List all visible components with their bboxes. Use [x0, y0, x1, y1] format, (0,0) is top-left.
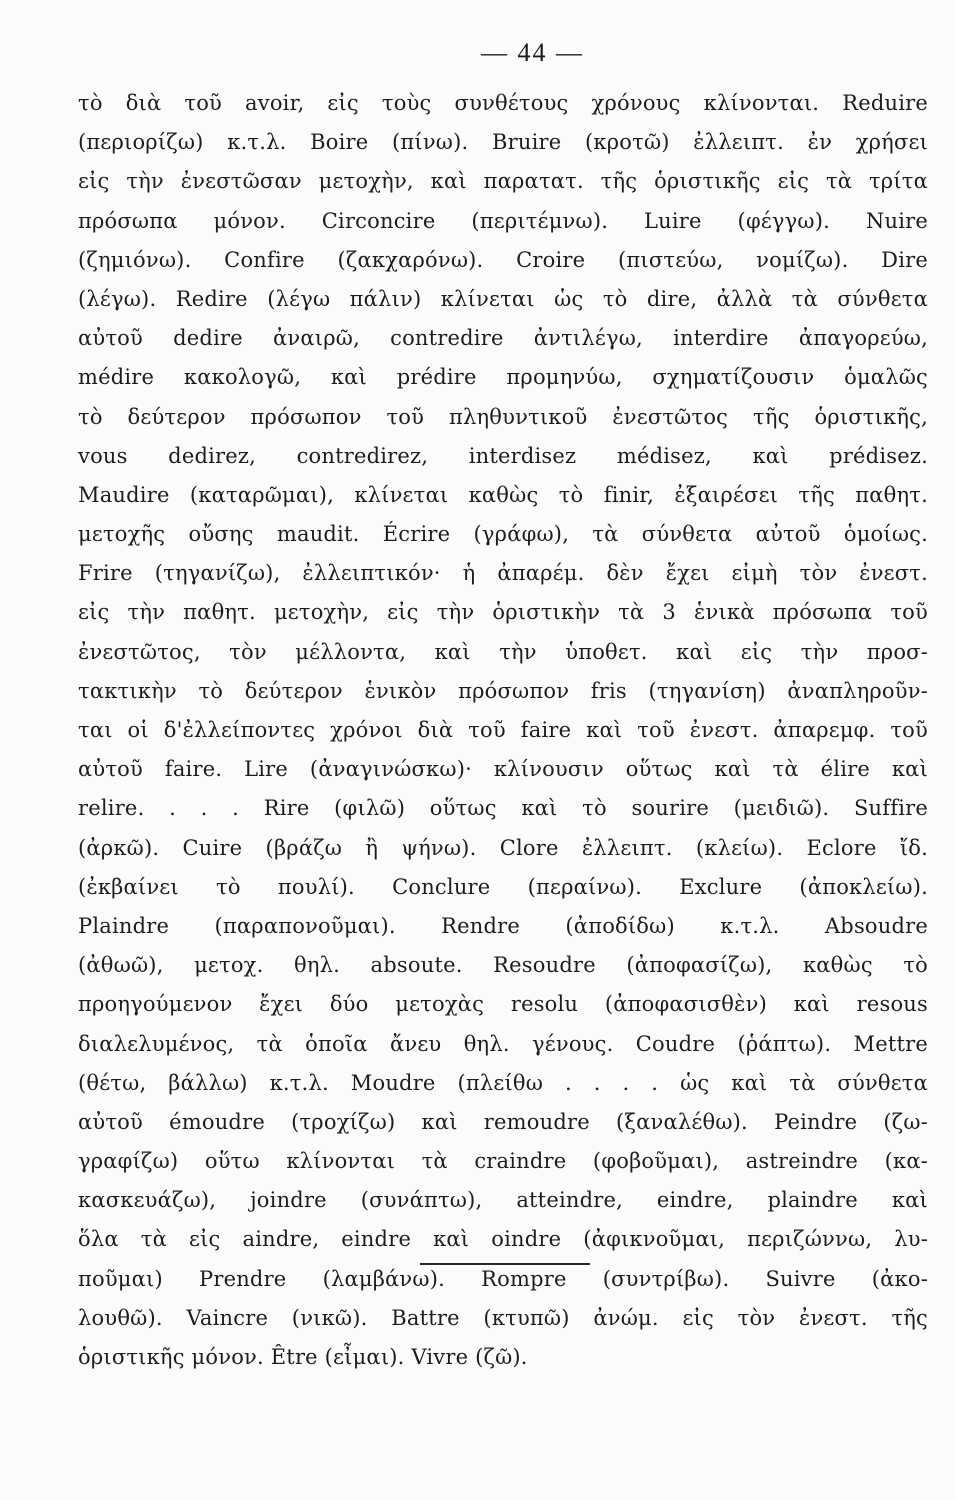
text-line: ἐνεστῶτος, τὸν μέλλοντα, καὶ τὴν ὑποθετ. καὶ εἰς τὴν προσ-: [78, 639, 928, 664]
body-text: [78, 84, 928, 1377]
text-line: τὸ διὰ τοῦ avoir, εἰς τοὺς συνθέτους χρόνους κλίνονται. Reduire: [78, 91, 928, 115]
text-line: διαλελυμένος, τὰ ὁποῖα ἄνευ θηλ. γένους. Coudre (ῥάπτω). Mettre: [78, 1031, 928, 1056]
text-line: ὅλα τὰ εἰς aindre, eindre καὶ oindre (ἀφικνοῦμαι, περιζώννω, λυ-: [78, 1227, 928, 1252]
text-line: relire. . . . Rire (φιλῶ) οὕτως καὶ τὸ sourire (μειδιῶ). Suffire: [78, 796, 928, 821]
text-line: πρόσωπα μόνον. Circoncire (περιτέμνω). Luire (φέγγω). Nuire: [78, 208, 928, 233]
text-line: Maudire (καταρῶμαι), κλίνεται καθὼς τὸ finir, ἐξαιρέσει τῆς παθητ.: [78, 482, 928, 507]
text-line: τὸ δεύτερον πρόσωπον τοῦ πληθυντικοῦ ἐνεστῶτος τῆς ὁριστικῆς,: [78, 404, 928, 429]
text-line: médire κακολογῶ, καὶ prédire προμηνύω, σχηματίζουσιν ὁμαλῶς: [78, 365, 928, 390]
text-line: μετοχῆς οὔσης maudit. Écrire (γράφω), τὰ σύνθετα αὐτοῦ ὁμοίως.: [78, 522, 928, 547]
text-line: (ἀρκῶ). Cuire (βράζω ἢ ψήνω). Clore ἐλλειπτ. (κλείω). Eclore ἴδ.: [78, 835, 928, 860]
text-line: αὐτοῦ dedire ἀναιρῶ, contredire ἀντιλέγω, interdire ἀπαγορεύω,: [78, 326, 928, 351]
text-line: τακτικὴν τὸ δεύτερον ἑνικὸν πρόσωπον fris (τηγανίση) ἀναπληροῦν-: [78, 678, 928, 703]
text-line: ὁριστικῆς μόνον. Être (εἶμαι). Vivre (ζῶ).: [78, 1345, 528, 1369]
text-line: λουθῶ). Vaincre (νικῶ). Battre (κτυπῶ) ἀνώμ. εἰς τὸν ἐνεστ. τῆς: [78, 1305, 928, 1330]
text-line: κασκευάζω), joindre (συνάπτω), atteindre, eindre, plaindre καὶ: [78, 1188, 928, 1213]
text-line: (ζημιόνω). Confire (ζακχαρόνω). Croire (πιστεύω, νομίζω). Dire: [78, 247, 928, 272]
text-line: αὐτοῦ émoudre (τροχίζω) καὶ remoudre (ξαναλέθω). Peindre (ζω-: [78, 1109, 928, 1134]
text-line: (λέγω). Redire (λέγω πάλιν) κλίνεται ὡς τὸ dire, ἀλλὰ τὰ σύνθετα: [78, 286, 928, 311]
page-number: — 44 —: [481, 38, 584, 67]
text-line: γραφίζω) οὕτω κλίνονται τὰ craindre (φοβοῦμαι), astreindre (κα-: [78, 1149, 928, 1174]
text-line: (ἐκβαίνει τὸ πουλί). Conclure (περαίνω). Exclure (ἀποκλείω).: [78, 874, 928, 899]
text-line: (ἀθωῶ), μετοχ. θηλ. absoute. Resoudre (ἀποφασίζω), καθὼς τὸ: [78, 953, 928, 978]
text-line: ποῦμαι) Prendre (λαμβάνω). Rompre (συντρίβω). Suivre (ἀκο-: [78, 1266, 928, 1291]
text-line: (περιορίζω) κ.τ.λ. Boire (πίνω). Bruire (κροτῶ) ἐλλειπτ. ἐν χρήσει: [78, 130, 928, 155]
text-line: vous dedirez, contredirez, interdisez médisez, καὶ prédisez.: [78, 443, 928, 468]
closing-rule: [420, 1263, 590, 1265]
text-line: εἰς τὴν ἐνεστῶσαν μετοχὴν, καὶ παρατατ. τῆς ὁριστικῆς εἰς τὰ τρίτα: [78, 169, 928, 194]
text-line: Frire (τηγανίζω), ἐλλειπτικόν· ἡ ἀπαρέμ. δὲν ἔχει εἰμὴ τὸν ἐνεστ.: [78, 561, 928, 586]
text-line: Plaindre (παραπονοῦμαι). Rendre (ἀποδίδω) κ.τ.λ. Absoudre: [78, 913, 928, 938]
text-line: εἰς τὴν παθητ. μετοχὴν, εἰς τὴν ὁριστικὴν τὰ 3 ἑνικὰ πρόσωπα τοῦ: [78, 600, 928, 625]
text-line: ται οἱ δ'ἐλλείποντες χρόνοι διὰ τοῦ faire καὶ τοῦ ἐνεστ. ἀπαρεμφ. τοῦ: [78, 718, 928, 742]
text-line: προηγούμενον ἔχει δύο μετοχὰς resolu (ἀποφασισθὲν) καὶ resous: [78, 992, 928, 1017]
text-line: (θέτω, βάλλω) κ.τ.λ. Moudre (πλείθω . . . . ὡς καὶ τὰ σύνθετα: [78, 1070, 928, 1095]
text-line: αὐτοῦ faire. Lire (ἀναγινώσκω)· κλίνουσιν οὕτως καὶ τὰ élire καὶ: [78, 757, 928, 782]
